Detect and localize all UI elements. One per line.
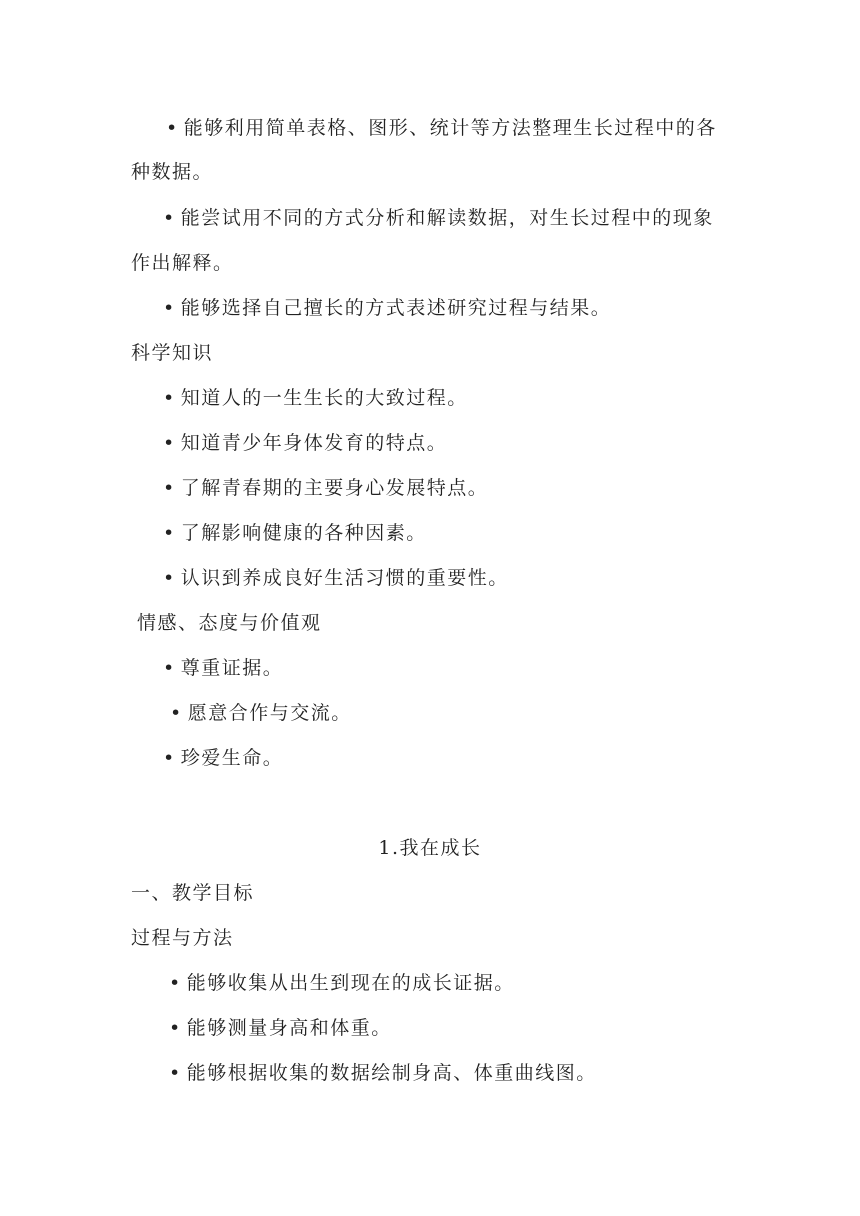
goal-heading: 一、教学目标 bbox=[131, 882, 255, 904]
list-item bbox=[163, 521, 427, 545]
list-item-text: 能够收集从出生到现在的成长证据。 bbox=[186, 972, 515, 994]
section-heading-attitude: 情感、态度与价值观 bbox=[137, 612, 322, 634]
bullet: • bbox=[169, 1017, 182, 1039]
list-item-text: 了解影响健康的各种因素。 bbox=[180, 522, 427, 544]
list-item bbox=[163, 566, 509, 590]
list-item-text: 知道青少年身体发育的特点。 bbox=[180, 432, 448, 454]
list-item bbox=[169, 1061, 597, 1085]
list-item-text: 珍爱生命。 bbox=[180, 747, 284, 769]
list-item bbox=[163, 431, 447, 455]
bullet: • bbox=[163, 387, 176, 409]
list-item bbox=[163, 656, 283, 680]
bullet: • bbox=[163, 432, 176, 454]
process-heading: 过程与方法 bbox=[131, 927, 234, 949]
list-item-text: 能够根据收集的数据绘制身高、体重曲线图。 bbox=[186, 1062, 597, 1084]
bullet: • bbox=[169, 972, 182, 994]
list-item bbox=[163, 296, 611, 320]
list-item bbox=[166, 116, 717, 140]
list-item-text: 能尝试用不同的方式分析和解读数据，对生长过程中的现象 bbox=[180, 207, 714, 229]
list-item-continuation: 种数据。 bbox=[131, 161, 214, 183]
bullet: • bbox=[163, 477, 176, 499]
list-item-continuation: 作出解释。 bbox=[131, 252, 234, 274]
bullet: • bbox=[163, 297, 176, 319]
list-item bbox=[163, 386, 468, 410]
bullet: • bbox=[166, 117, 179, 139]
bullet: • bbox=[170, 702, 183, 724]
section-heading-knowledge: 科学知识 bbox=[131, 342, 214, 364]
bullet: • bbox=[163, 657, 176, 679]
list-item-text: 愿意合作与交流。 bbox=[187, 702, 352, 724]
list-item bbox=[163, 476, 488, 500]
list-item-text: 了解青春期的主要身心发展特点。 bbox=[180, 477, 489, 499]
list-item-text: 认识到养成良好生活习惯的重要性。 bbox=[180, 567, 509, 589]
bullet: • bbox=[163, 522, 176, 544]
list-item-text: 能够利用简单表格、图形、统计等方法整理生长过程中的各 bbox=[183, 117, 717, 139]
lesson-title: 1.我在成长 bbox=[378, 837, 482, 859]
bullet: • bbox=[163, 747, 176, 769]
bullet: • bbox=[169, 1062, 182, 1084]
list-item-text: 能够测量身高和体重。 bbox=[186, 1017, 392, 1039]
list-item-text: 能够选择自己擅长的方式表述研究过程与结果。 bbox=[180, 297, 612, 319]
list-item bbox=[163, 206, 714, 230]
list-item-text: 尊重证据。 bbox=[180, 657, 284, 679]
bullet: • bbox=[163, 567, 176, 589]
list-item bbox=[163, 746, 283, 770]
bullet: • bbox=[163, 207, 176, 229]
list-item-text: 知道人的一生生长的大致过程。 bbox=[180, 387, 468, 409]
list-item bbox=[169, 1016, 392, 1040]
list-item bbox=[169, 971, 515, 995]
list-item bbox=[170, 701, 352, 725]
